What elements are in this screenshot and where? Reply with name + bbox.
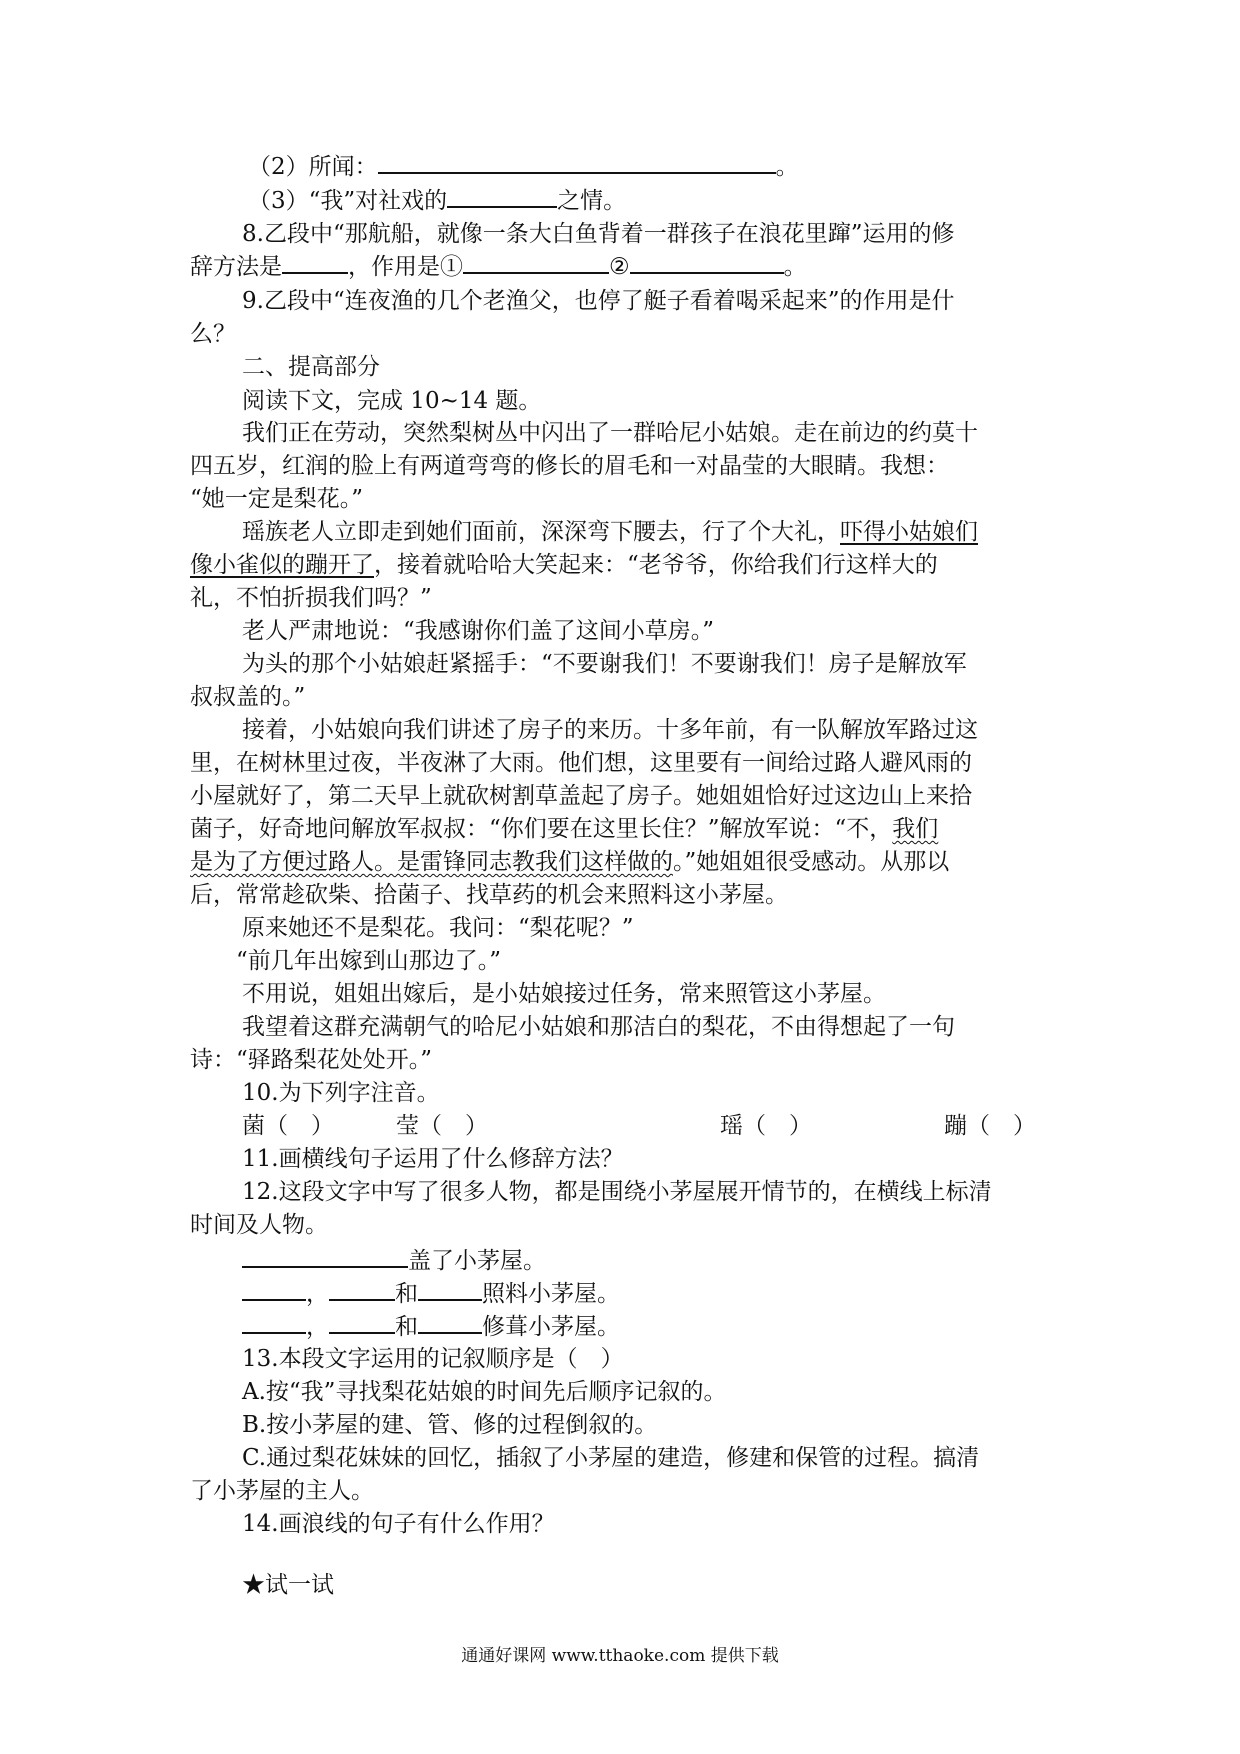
passage-text: ，接着就哈哈大笑起来：“老爷爷，你给我们行这样大的 [374, 552, 938, 578]
q13-option-a: A.按“我”寻找梨花姑娘的时间先后顺序记叙的。 [242, 1379, 727, 1405]
q12-row2 [242, 1277, 620, 1311]
q8-line2-mid2: ② [609, 254, 630, 280]
q8-line2-mid: ，作用是① [348, 254, 463, 280]
passage-line: 小屋就好了，第二天早上就砍树割草盖起了房子。她姐姐恰好过这边山上来拾 [190, 783, 972, 809]
q13-option-b: B.按小茅屋的建、管、修的过程倒叙的。 [242, 1412, 658, 1438]
q10-char-4: 蹦（ ） [944, 1113, 1036, 1139]
q7-item3-post: 之情。 [557, 188, 627, 214]
section-title: 二、提高部分 [242, 354, 380, 380]
underlined-sentence: 像小雀似的蹦开了 [190, 552, 374, 578]
q12-line2: 时间及人物。 [190, 1212, 328, 1238]
answer-blank [242, 1310, 306, 1334]
page-footer: 通通好课网 www.tthaoke.com 提供下载 [461, 1646, 779, 1666]
try-it-heading: ★试一试 [242, 1572, 334, 1598]
passage-line: 叔叔盖的。” [190, 684, 306, 710]
q7-item2-label: （2）所闻： [248, 154, 378, 180]
q12-row1 [242, 1244, 546, 1278]
passage-line: 我们正在劳动，突然梨树丛中闪出了一群哈尼小姑娘。走在前边的约莫十 [242, 420, 978, 446]
passage-line: 后，常常趁砍柴、拾菌子、找草药的机会来照料这小茅屋。 [190, 882, 788, 908]
q10-char-3: 瑶（ ） [720, 1113, 812, 1139]
answer-blank [418, 1310, 482, 1334]
passage-line: 里，在树林里过夜，半夜淋了大雨。他们想，这里要有一间给过路人避风雨的 [190, 750, 972, 776]
q13-option-c: C.通过梨花妹妹的回忆，插叙了小茅屋的建造，修建和保管的过程。搞清 [242, 1445, 980, 1471]
q12-line1: 12.这段文字中写了很多人物，都是围绕小茅屋展开情节的，在横线上标清 [242, 1179, 992, 1205]
q8-line2 [190, 250, 807, 284]
passage-line [190, 845, 949, 879]
q12-row-text: 照料小茅屋。 [482, 1281, 620, 1307]
passage-line: 礼，不怕折损我们吗？” [190, 585, 432, 611]
passage-line [190, 812, 938, 846]
q13-prompt: 13.本段文字运用的记叙顺序是（ ） [242, 1346, 624, 1372]
passage-line: “她一定是梨花。” [190, 486, 364, 512]
passage-line: “前几年出嫁到山那边了。” [236, 948, 502, 974]
answer-blank [447, 184, 557, 208]
q8-line2-end: 。 [783, 254, 807, 280]
passage-line [190, 548, 938, 582]
q8-line2-pre: 辞方法是 [190, 254, 282, 280]
q11-prompt: 11.画横线句子运用了什么修辞方法？ [242, 1146, 624, 1172]
q12-row-text: 盖了小茅屋。 [408, 1248, 546, 1274]
wavy-sentence: 是为了方便过路人。是雷锋同志教我们这样做的 [190, 849, 673, 875]
q7-item3-pre: （3）“我”对社戏的 [248, 188, 448, 214]
q10-char-1: 菌（ ） [242, 1113, 334, 1139]
answer-blank [329, 1277, 395, 1301]
q10-char-2: 莹（ ） [396, 1113, 488, 1139]
answer-blank [378, 150, 776, 174]
q9-line1: 9.乙段中“连夜渔的几个老渔父，也停了艇子看着喝采起来”的作用是什 [242, 288, 955, 314]
answer-blank [242, 1277, 306, 1301]
passage-line [242, 515, 978, 549]
q9-line2: 么？ [190, 321, 236, 347]
q14-prompt: 14.画浪线的句子有什么作用？ [242, 1511, 555, 1537]
q12-row3 [242, 1310, 620, 1344]
passage-line: 诗：“驿路梨花处处开。” [190, 1047, 433, 1073]
passage-line: 我望着这群充满朝气的哈尼小姑娘和那洁白的梨花，不由得想起了一句 [242, 1014, 955, 1040]
answer-blank [463, 250, 609, 274]
passage-text: 瑶族老人立即走到她们面前，深深弯下腰去，行了个大礼， [242, 519, 840, 545]
passage-line: 原来她还不是梨花。我问：“梨花呢？” [242, 915, 634, 941]
passage-line: 不用说，姐姐出嫁后，是小姑娘接过任务，常来照管这小茅屋。 [242, 981, 886, 1007]
answer-blank [282, 250, 348, 274]
q12-comma: ， [306, 1314, 329, 1340]
q10-prompt: 10.为下列字注音。 [242, 1080, 440, 1106]
passage-line: 老人严肃地说：“我感谢你们盖了这间小草房。” [242, 618, 715, 644]
section-instruction: 阅读下文，完成 10~14 题。 [242, 388, 542, 414]
q12-row-text: 修葺小茅屋。 [482, 1314, 620, 1340]
q7-item3 [248, 184, 626, 218]
underlined-sentence: 吓得小姑娘们 [840, 519, 978, 545]
passage-text: 。”她姐姐很受感动。从那以 [673, 849, 950, 875]
answer-blank [242, 1244, 408, 1268]
q7-item2 [248, 150, 799, 184]
q13-option-c-cont: 了小茅屋的主人。 [190, 1478, 374, 1504]
passage-line: 为头的那个小姑娘赶紧摇手：“不要谢我们！不要谢我们！房子是解放军 [242, 651, 967, 677]
answer-blank [329, 1310, 395, 1334]
answer-blank [418, 1277, 482, 1301]
q12-and: 和 [395, 1281, 418, 1307]
answer-blank [630, 250, 784, 274]
passage-line: 四五岁，红润的脸上有两道弯弯的修长的眉毛和一对晶莹的大眼睛。我想： [190, 453, 949, 479]
wavy-sentence: 我们 [892, 816, 939, 842]
passage-line: 接着，小姑娘向我们讲述了房子的来历。十多年前，有一队解放军路过这 [242, 717, 978, 743]
q12-comma: ， [306, 1281, 329, 1307]
q7-item2-end: 。 [775, 154, 799, 180]
passage-text: 菌子，好奇地问解放军叔叔：“你们要在这里长住？”解放军说：“不， [190, 816, 893, 842]
q12-and: 和 [395, 1314, 418, 1340]
q8-line1: 8.乙段中“那航船，就像一条大白鱼背着一群孩子在浪花里蹿”运用的修 [242, 221, 955, 247]
